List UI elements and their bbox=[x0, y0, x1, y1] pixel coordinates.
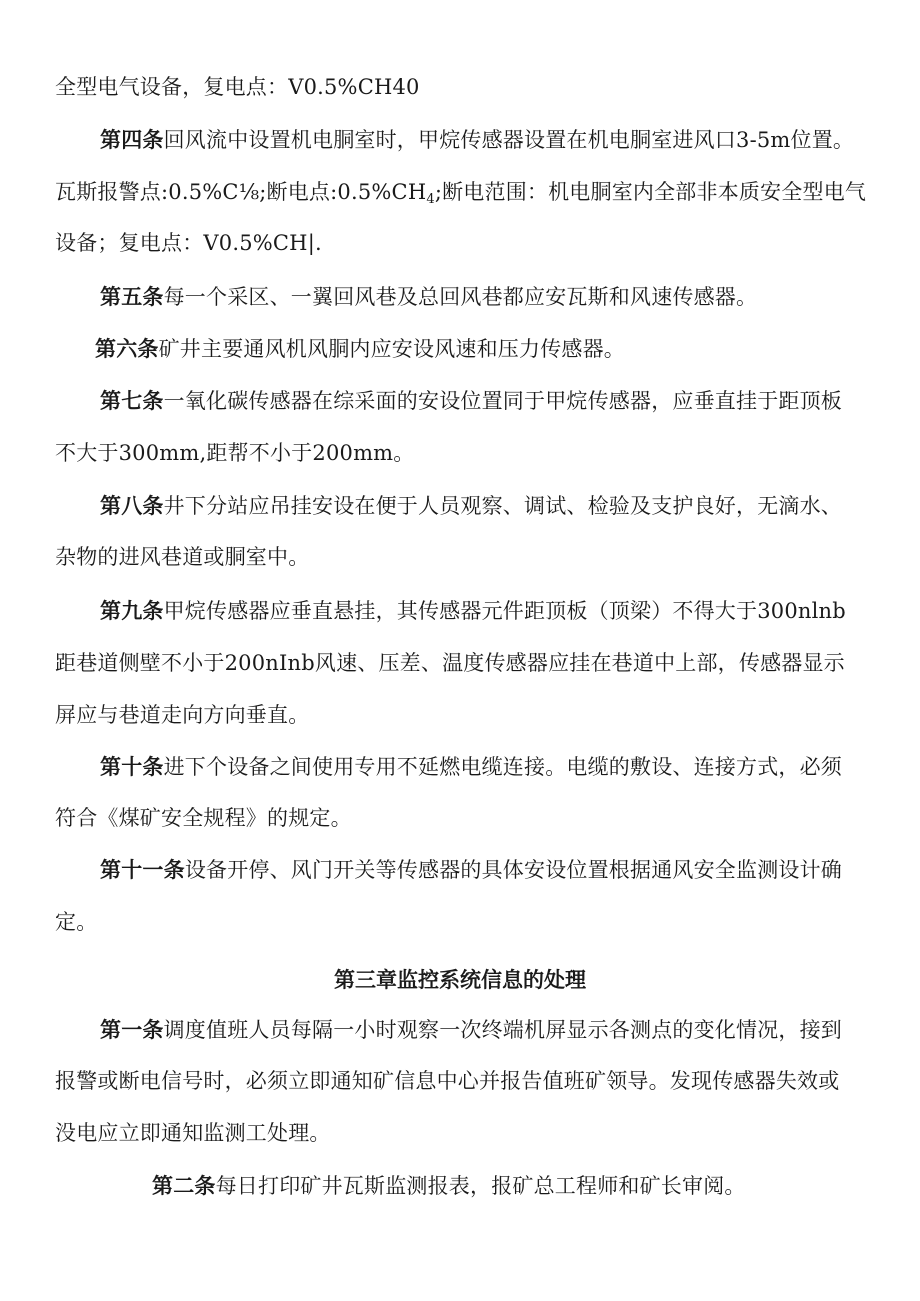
article-label: 第一条 bbox=[100, 1018, 164, 1042]
article-8-line-1 bbox=[100, 492, 842, 520]
article-11-line-1 bbox=[100, 856, 842, 884]
article-text: 设备；复电点：V0.5%CH|. bbox=[55, 231, 322, 255]
chapter-3-article-1-line-3 bbox=[55, 1119, 331, 1147]
article-text: ;断电范围：机电胴室内全部非本质安全型电气 bbox=[434, 180, 867, 204]
article-text: 杂物的进风巷道或胴室中。 bbox=[55, 545, 310, 569]
article-text: 不大于300mm,距帮不小于200mm。 bbox=[55, 441, 415, 465]
article-text: 回风流中设置机电胴室时，甲烷传感器设置在机电胴室进风口3-5m位置。 bbox=[163, 128, 855, 152]
article-text: 没电应立即通知监测工处理。 bbox=[55, 1121, 331, 1145]
article-text: 进下个设备之间使用专用不延燃电缆连接。电缆的敷设、连接方式，必须 bbox=[163, 755, 843, 779]
article-label: 第八条 bbox=[100, 494, 164, 518]
article-4-line-1 bbox=[100, 126, 854, 154]
paragraph-text: 全型电气设备，复电点：V0.5%CH40 bbox=[55, 75, 420, 99]
article-9-line-1 bbox=[100, 597, 846, 625]
article-label: 第二条 bbox=[152, 1174, 216, 1198]
article-7-line-1 bbox=[100, 387, 842, 415]
article-label: 第七条 bbox=[100, 389, 164, 413]
article-5-line-1 bbox=[100, 283, 757, 311]
article-text: 每一个采区、一翼回风巷及总回风巷都应安瓦斯和风速传感器。 bbox=[163, 285, 758, 309]
article-9-line-3 bbox=[55, 701, 309, 729]
article-text: 屏应与巷道走向方向垂直。 bbox=[55, 703, 310, 727]
article-label: 第六条 bbox=[95, 337, 159, 361]
chapter-3-article-1-line-2 bbox=[55, 1067, 839, 1095]
article-9-line-2 bbox=[55, 649, 845, 677]
article-text: 矿井主要通风机风胴内应安设风速和压力传感器。 bbox=[158, 337, 626, 361]
article-10-line-2 bbox=[55, 804, 352, 832]
article-text: 甲烷传感器应垂直悬挂，其传感器元件距顶板（顶梁）不得大于300nlnb bbox=[163, 599, 846, 623]
article-6-line-1 bbox=[95, 335, 625, 363]
article-4-line-2 bbox=[55, 178, 866, 206]
article-text: 报警或断电信号时，必须立即通知矿信息中心并报告值班矿领导。发现传感器失效或 bbox=[55, 1069, 840, 1093]
article-text: 每日打印矿井瓦斯监测报表，报矿总工程师和矿长审阅。 bbox=[215, 1174, 746, 1198]
article-label: 第十条 bbox=[100, 755, 164, 779]
article-4-line-3 bbox=[55, 229, 322, 257]
article-7-line-2 bbox=[55, 439, 415, 467]
chapter-3-article-2-line-1 bbox=[152, 1172, 746, 1200]
article-text: 井下分站应吊挂安设在便于人员观察、调试、检验及支护良好，无滴水、 bbox=[163, 494, 843, 518]
chapter-3-article-1-line-1 bbox=[100, 1016, 842, 1044]
paragraph-continuation bbox=[55, 73, 420, 101]
article-text: 瓦斯报警点:0.5%C⅛;断电点:0.5%CH bbox=[55, 180, 427, 204]
chapter-heading: 第三章监控系统信息的处理 bbox=[334, 968, 586, 992]
article-text: 设备开停、风门开关等传感器的具体安设位置根据通风安全监测设计确 bbox=[184, 858, 843, 882]
article-8-line-2 bbox=[55, 543, 309, 571]
article-text: 调度值班人员每隔一小时观察一次终端机屏显示各测点的变化情况，接到 bbox=[163, 1018, 843, 1042]
article-text: 距巷道侧壁不小于200nInb风速、压差、温度传感器应挂在巷道中上部，传感器显示 bbox=[55, 651, 845, 675]
article-label: 第九条 bbox=[100, 599, 164, 623]
article-10-line-1 bbox=[100, 753, 842, 781]
article-text: 符合《煤矿安全规程》的规定。 bbox=[55, 806, 352, 830]
article-label: 第十一条 bbox=[100, 858, 185, 882]
subscript-text: 4 bbox=[426, 192, 435, 207]
article-11-line-2 bbox=[55, 908, 97, 936]
article-label: 第五条 bbox=[100, 285, 164, 309]
article-text: 定。 bbox=[55, 910, 98, 934]
article-label: 第四条 bbox=[100, 128, 164, 152]
article-text: 一氧化碳传感器在综采面的安设位置同于甲烷传感器，应垂直挂于距顶板 bbox=[163, 389, 843, 413]
